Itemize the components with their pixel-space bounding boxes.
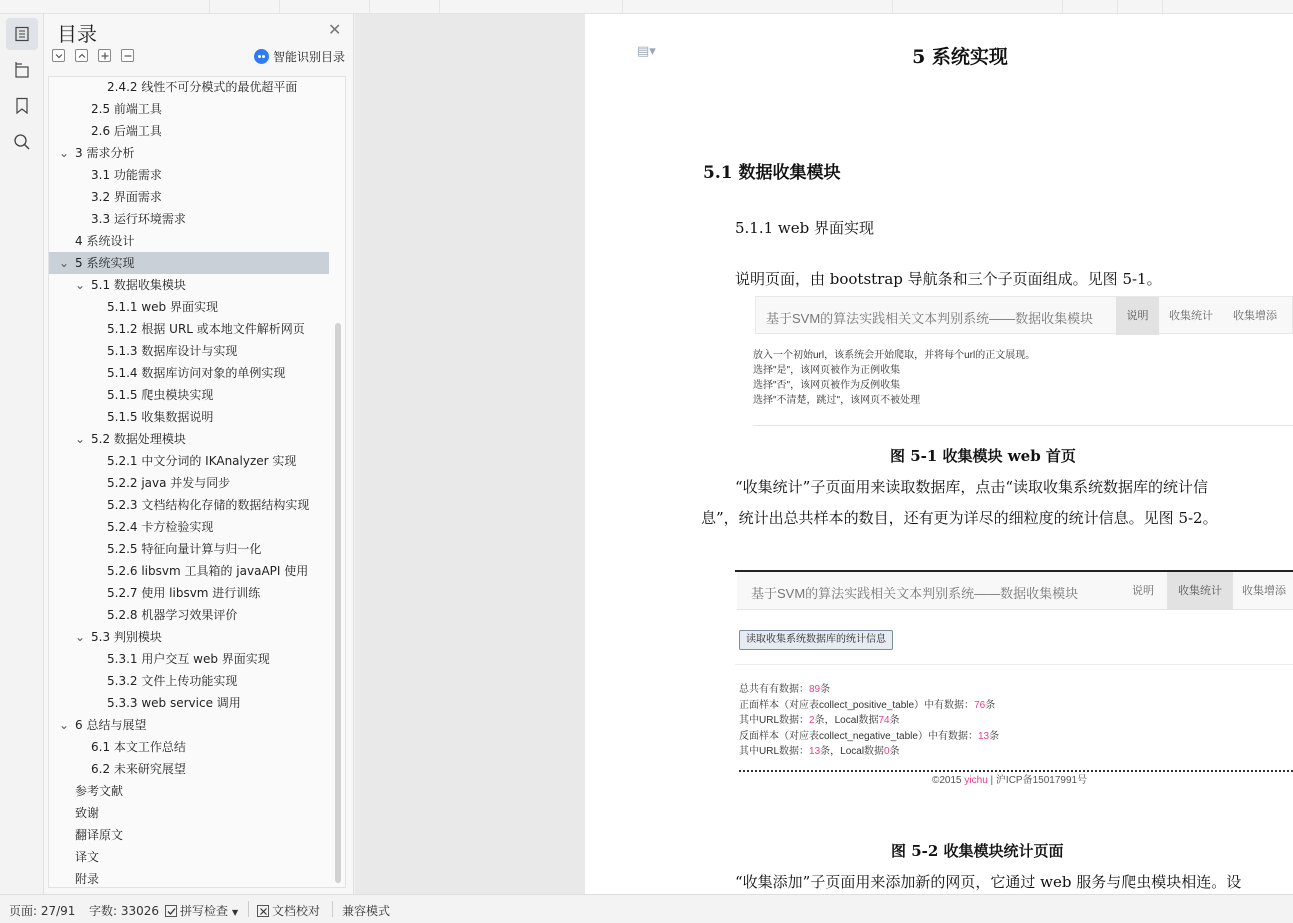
plus-icon: [100, 51, 110, 61]
toc-item[interactable]: [49, 450, 329, 472]
toc-panel: [44, 14, 354, 894]
toc-item-label: 5.3 判别模块: [91, 630, 162, 644]
toolbar-segment: [1063, 0, 1118, 13]
compat-mode: 兼容模式: [342, 904, 391, 918]
toc-item[interactable]: [49, 340, 329, 362]
chevron-down-icon[interactable]: ⌄: [75, 278, 86, 292]
outline-tree-icon: [13, 61, 31, 79]
status-separator: [248, 901, 249, 917]
status-bar: [0, 894, 1293, 923]
toc-item[interactable]: [49, 472, 329, 494]
fig1-line: 放入一个初始url，该系统会开始爬取，并将每个url的正文展现。: [753, 350, 1036, 361]
figure-1-screenshot: [753, 296, 1293, 426]
doc-proof-label: 文档校对: [272, 904, 321, 918]
dropdown-arrow-icon: ▼: [232, 908, 239, 917]
toc-item-label: 5.3.3 web service 调用: [107, 696, 241, 710]
toc-item[interactable]: [49, 318, 329, 340]
toc-item-label: 5.2 数据处理模块: [91, 432, 186, 446]
fig2-stat-positive: 正面样本（对应表collect_positive_table）中有数据：76条: [739, 699, 996, 711]
status-separator: [332, 901, 333, 917]
toc-item-label: 3.1 功能需求: [91, 168, 162, 182]
fig1-line: 选择"否"，该网页被作为反例收集: [753, 380, 901, 391]
paragraph-1: 说明页面，由 bootstrap 导航条和三个子页面组成。见图 5-1。: [735, 270, 1162, 288]
toc-item-label: 5.3.2 文件上传功能实现: [107, 674, 238, 688]
chevron-down-icon[interactable]: ⌄: [59, 146, 70, 160]
toc-item-label: 致谢: [75, 806, 100, 820]
toc-item[interactable]: [49, 692, 329, 714]
chevron-down-icon[interactable]: ⌄: [75, 432, 86, 446]
fig1-brand: 基于SVM的算法实践相关文本判别系统——数据收集模块: [766, 311, 1094, 326]
fig2-brand: 基于SVM的算法实践相关文本判别系统——数据收集模块: [751, 586, 1079, 601]
fig2-stat-negative: 反面样本（对应表collect_negative_table）中有数据：13条: [739, 730, 1000, 742]
toc-item[interactable]: [49, 98, 329, 120]
toc-item-label: 2.5 前端工具: [91, 102, 162, 116]
toc-panel-button[interactable]: [6, 18, 38, 50]
doc-proof-button[interactable]: [257, 902, 320, 919]
toc-item[interactable]: [49, 208, 329, 230]
bookmark-panel-button[interactable]: [6, 90, 38, 122]
toc-item-label: 6.2 未来研究展望: [91, 762, 186, 776]
close-icon[interactable]: ✕: [328, 20, 342, 39]
toc-item-label: 5.2.8 机器学习效果评价: [107, 608, 238, 622]
toc-item-label: 5.2.6 libsvm 工具箱的 javaAPI 使用: [107, 564, 309, 578]
subsection-heading: 5.1.1 web 界面实现: [735, 219, 875, 237]
toc-item[interactable]: [49, 670, 329, 692]
toc-item[interactable]: [49, 538, 329, 560]
toc-item[interactable]: [49, 164, 329, 186]
bookmark-icon: [14, 97, 30, 115]
toc-title: 目录: [57, 22, 97, 46]
toc-item-label: 翻译原文: [75, 828, 124, 842]
spell-check-label: 拼写检查: [180, 904, 229, 918]
fig2-nav-add: 收集增添: [1242, 585, 1286, 597]
toc-item-label: 2.6 后端工具: [91, 124, 162, 138]
fig2-footer: ©2015 yichu | 沪ICP备15017991号: [932, 775, 1088, 786]
toc-item-label: 5.3.1 用户交互 web 界面实现: [107, 652, 270, 666]
fig2-divider: [735, 664, 1293, 665]
toc-item-label: 附录: [75, 872, 100, 886]
toc-item[interactable]: [49, 626, 329, 648]
spell-check-button[interactable]: [165, 902, 238, 919]
side-icon-bar: [0, 14, 44, 894]
toc-item[interactable]: [49, 516, 329, 538]
paragraph-2-line-2: 息”，统计出总共样本的数目，还有更为详尽的细粒度的统计信息。见图 5-2。: [701, 509, 1218, 527]
fig1-line: 选择"不清楚，跳过"，该网页不被处理: [753, 395, 921, 406]
toc-item-label: 3.2 界面需求: [91, 190, 162, 204]
expand-all-button[interactable]: [52, 49, 65, 62]
toc-item-label: 5.1 数据收集模块: [91, 278, 186, 292]
paragraph-3: “收集添加”子页面用来添加新的网页，它通过 web 服务与爬虫模块相连。设: [735, 873, 1242, 891]
toc-item[interactable]: [49, 560, 329, 582]
toolbar-segment: [623, 0, 893, 13]
chevron-down-icon[interactable]: ⌄: [59, 256, 70, 270]
toc-item[interactable]: [49, 274, 329, 296]
toc-item[interactable]: [49, 780, 329, 802]
toc-item[interactable]: [49, 384, 329, 406]
toc-item[interactable]: [49, 76, 329, 98]
toc-item[interactable]: [49, 406, 329, 428]
fig1-nav-add: 收集增添: [1233, 310, 1277, 322]
fig2-stat-negative-detail: 其中URL数据：13条，Local数据0条: [739, 746, 900, 757]
toc-item-label: 3.3 运行环境需求: [91, 212, 186, 226]
toc-item[interactable]: [49, 296, 329, 318]
fig2-navbar: [737, 572, 1293, 610]
toolbar-segment: [0, 0, 210, 13]
page-indicator[interactable]: 页面: 27/91: [9, 904, 76, 918]
search-icon: [13, 133, 31, 151]
document-page: [585, 14, 1293, 894]
fig1-nav-stats: 收集统计: [1169, 310, 1213, 322]
ai-bot-icon: [254, 49, 269, 64]
collapse-all-button[interactable]: [75, 49, 88, 62]
figure-2-screenshot: [735, 570, 1293, 790]
proof-icon: [257, 905, 269, 917]
toc-item[interactable]: [49, 142, 329, 164]
toc-item[interactable]: [49, 120, 329, 142]
toc-item[interactable]: [49, 428, 329, 450]
toc-item[interactable]: [49, 186, 329, 208]
toolbar-segment: [893, 0, 1063, 13]
chevron-up-icon: [77, 51, 87, 61]
toc-item-label: 3 需求分析: [75, 146, 135, 160]
section-heading: 5.1 数据收集模块: [703, 163, 841, 183]
toc-item[interactable]: [49, 252, 329, 274]
read-stats-button: 读取收集系统数据库的统计信息: [739, 630, 893, 650]
toc-item-label: 4 系统设计: [75, 234, 135, 248]
smart-toc-button[interactable]: [254, 48, 345, 65]
toc-item[interactable]: [49, 604, 329, 626]
toc-icon: [14, 26, 30, 42]
fig2-stat-total: 总共有有数据：89条: [739, 684, 831, 695]
toc-item-label: 5.2.3 文档结构化存储的数据结构实现: [107, 498, 310, 512]
toc-item-label: 5.2.5 特征向量计算与归一化: [107, 542, 262, 556]
toc-item[interactable]: [49, 802, 329, 824]
paragraph-2-line-1: “收集统计”子页面用来读取数据库，点击“读取收集系统数据库的统计信: [735, 478, 1209, 496]
toc-item[interactable]: [49, 714, 329, 736]
chevron-down-icon[interactable]: ⌄: [75, 630, 86, 644]
document-background: [355, 14, 585, 894]
toc-tools: [52, 49, 134, 62]
search-panel-button[interactable]: [6, 126, 38, 158]
toc-item-label: 5.2.1 中文分词的 IKAnalyzer 实现: [107, 454, 297, 468]
remove-level-button[interactable]: [121, 49, 134, 62]
minus-icon: [123, 51, 133, 61]
toc-item-label: 5.1.3 数据库设计与实现: [107, 344, 238, 358]
toc-item-label: 5.1.5 收集数据说明: [107, 410, 214, 424]
word-count[interactable]: 字数: 33026: [89, 904, 160, 918]
toc-item-label: 5 系统实现: [75, 256, 135, 270]
chapter-heading: 5 系统实现: [912, 46, 1008, 68]
chevron-down-icon[interactable]: ⌄: [59, 718, 70, 732]
toc-item[interactable]: [49, 230, 329, 252]
toc-item-label: 5.1.1 web 界面实现: [107, 300, 218, 314]
page-options-icon[interactable]: ▤▾: [637, 44, 656, 59]
toc-item-label: 参考文献: [75, 784, 124, 798]
toc-item-label: 译文: [75, 850, 100, 864]
toolbar-segment: [440, 0, 623, 13]
figure-1-caption: 图 5-1 收集模块 web 首页: [890, 447, 1076, 465]
chevron-down-icon: [54, 51, 64, 61]
toolbar-segment: [370, 0, 440, 13]
toc-item[interactable]: [49, 736, 329, 758]
fig2-footer-divider: [739, 770, 1293, 772]
toc-item[interactable]: [49, 362, 329, 384]
toc-item[interactable]: [49, 824, 329, 846]
structure-panel-button[interactable]: [6, 54, 38, 86]
toc-item[interactable]: [49, 582, 329, 604]
figure-2-caption: 图 5-2 收集模块统计页面: [891, 842, 1064, 860]
add-level-button[interactable]: [98, 49, 111, 62]
toc-item-label: 6.1 本文工作总结: [91, 740, 186, 754]
toc-item[interactable]: [49, 648, 329, 670]
fig2-stat-positive-detail: 其中URL数据：2条，Local数据74条: [739, 715, 900, 726]
toc-item-label: 5.1.2 根据 URL 或本地文件解析网页: [107, 322, 305, 336]
toc-item[interactable]: [49, 846, 329, 868]
toc-item-label: 5.1.5 爬虫模块实现: [107, 388, 214, 402]
toc-scrollbar[interactable]: [335, 323, 341, 883]
toc-item-label: 5.1.4 数据库访问对象的单例实现: [107, 366, 286, 380]
fig1-nav-explain: 说明: [1116, 297, 1159, 335]
toolbar-segment: [280, 0, 370, 13]
fig1-line: 选择"是"，该网页被作为正例收集: [753, 365, 901, 376]
top-toolbar-strip: [0, 0, 1293, 14]
toc-item[interactable]: [49, 868, 329, 888]
fig1-navbar: [755, 296, 1293, 334]
toc-item-label: 5.2.7 使用 libsvm 进行训练: [107, 586, 261, 600]
checkbox-icon: [165, 905, 177, 917]
fig2-nav-explain: 说明: [1132, 585, 1154, 597]
smart-toc-label: 智能识别目录: [273, 50, 346, 64]
fig2-nav-stats: 收集统计: [1167, 572, 1233, 610]
toc-list: [48, 76, 346, 888]
toc-item[interactable]: [49, 494, 329, 516]
toc-item-label: 6 总结与展望: [75, 718, 147, 732]
toc-item-label: 5.2.4 卡方检验实现: [107, 520, 214, 534]
toolbar-segment: [210, 0, 280, 13]
toolbar-segment: [1118, 0, 1163, 13]
toc-item-label: 5.2.2 java 并发与同步: [107, 476, 231, 490]
toc-item-label: 2.4.2 线性不可分模式的最优超平面: [107, 80, 298, 94]
toc-item[interactable]: [49, 758, 329, 780]
